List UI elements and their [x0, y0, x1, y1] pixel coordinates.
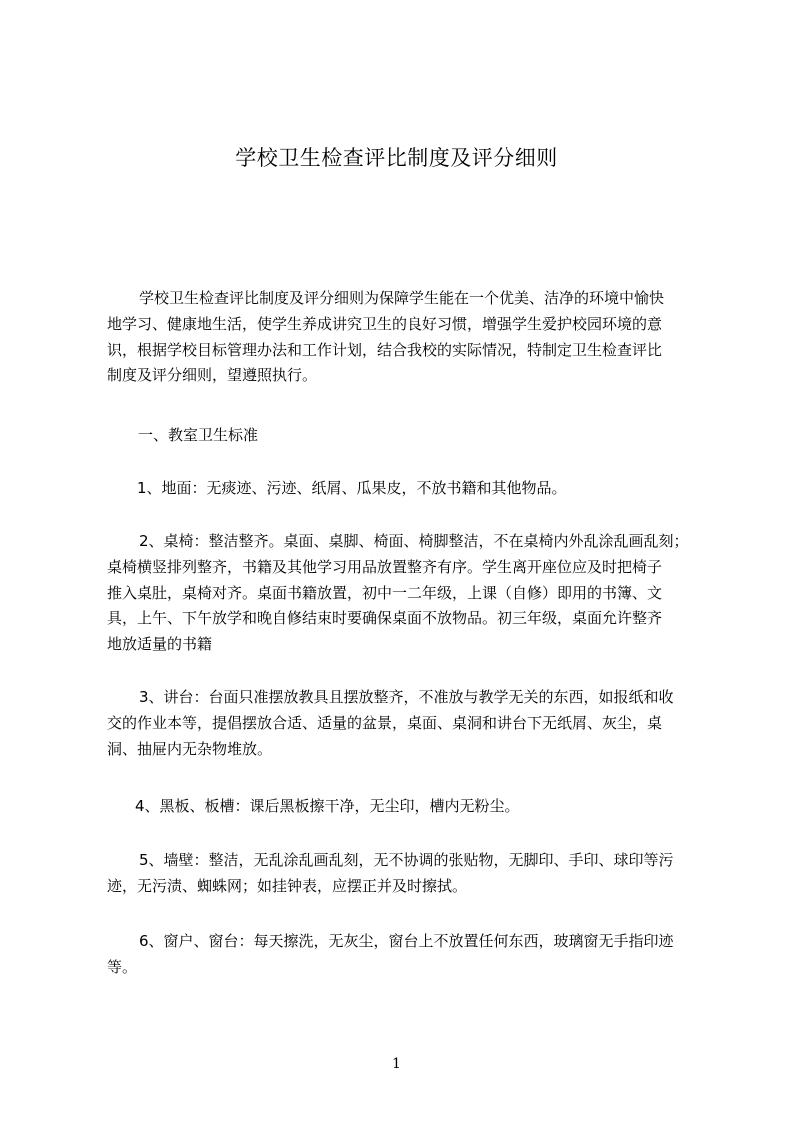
item-line: 2、桌椅：整洁整齐。桌面、桌脚、椅面、椅脚整洁，不在桌椅内外乱涂乱画乱刻； [139, 532, 689, 550]
standard-item-1 [107, 476, 707, 502]
item-line: 洞、抽屉内无杂物堆放。 [107, 739, 273, 758]
standard-item-3 [107, 685, 707, 762]
intro-line: 识，根据学校目标管理办法和工作计划，结合我校的实际情况，特制定卫生检查评比 [107, 340, 663, 359]
intro-paragraph [107, 286, 707, 389]
standard-item-4 [107, 794, 707, 820]
item-line: 等。 [107, 957, 138, 976]
page-number: 1 [392, 1056, 401, 1072]
item-line: 3、讲台：台面只准摆放教具且摆放整齐，不准放与教学无关的东西，如报纸和收 [139, 688, 674, 706]
document-title: 学校卫生检查评比制度及评分细则 [235, 146, 558, 170]
item-line: 5、墙壁：整洁，无乱涂乱画乱刻，无不协调的张贴物，无脚印、手印、球印等污 [139, 851, 674, 869]
item-line: 具，上午、下午放学和晚自修结束时要确保桌面不放物品。初三年级，桌面允许整齐 [107, 609, 663, 628]
intro-line: 地学习、健康地生活，使学生养成讲究卫生的良好习惯，增强学生爱护校园环境的意 [107, 314, 663, 333]
item-line: 交的作业本等，提倡摆放合适、适量的盆景，桌面、桌洞和讲台下无纸屑、灰尘，桌 [107, 713, 663, 732]
section-heading-text: 一、教室卫生标准 [138, 426, 259, 444]
standard-item-2 [107, 529, 707, 658]
intro-line: 学校卫生检查评比制度及评分细则为保障学生能在一个优美、洁净的环境中愉快 [139, 289, 665, 307]
section-heading [138, 423, 258, 449]
standard-item-5 [107, 848, 707, 900]
item-line: 迹，无污渍、蜘蛛网；如挂钟表，应摆正并及时擦拭。 [107, 876, 468, 895]
item-line: 桌椅横竖排列整齐，书籍及其他学习用品放置整齐有序。学生离开座位应及时把椅子 [107, 557, 663, 576]
standard-item-6 [107, 929, 707, 981]
item-line: 6、窗户、窗台：每天擦洗，无灰尘，窗台上不放置任何东西，玻璃窗无手指印迹 [139, 932, 674, 950]
intro-line: 制度及评分细则，望遵照执行。 [107, 366, 318, 385]
item-line: 4、黑板、板槽：课后黑板擦干净，无尘印，槽内无粉尘。 [135, 797, 520, 815]
item-line: 推入桌肚，桌椅对齐。桌面书籍放置，初中一二年级，上课（自修）即用的书簿、文 [107, 583, 663, 602]
item-line: 地放适量的书籍 [107, 635, 213, 654]
item-line: 1、地面：无痰迹、污迹、纸屑、瓜果皮，不放书籍和其他物品。 [137, 479, 567, 497]
